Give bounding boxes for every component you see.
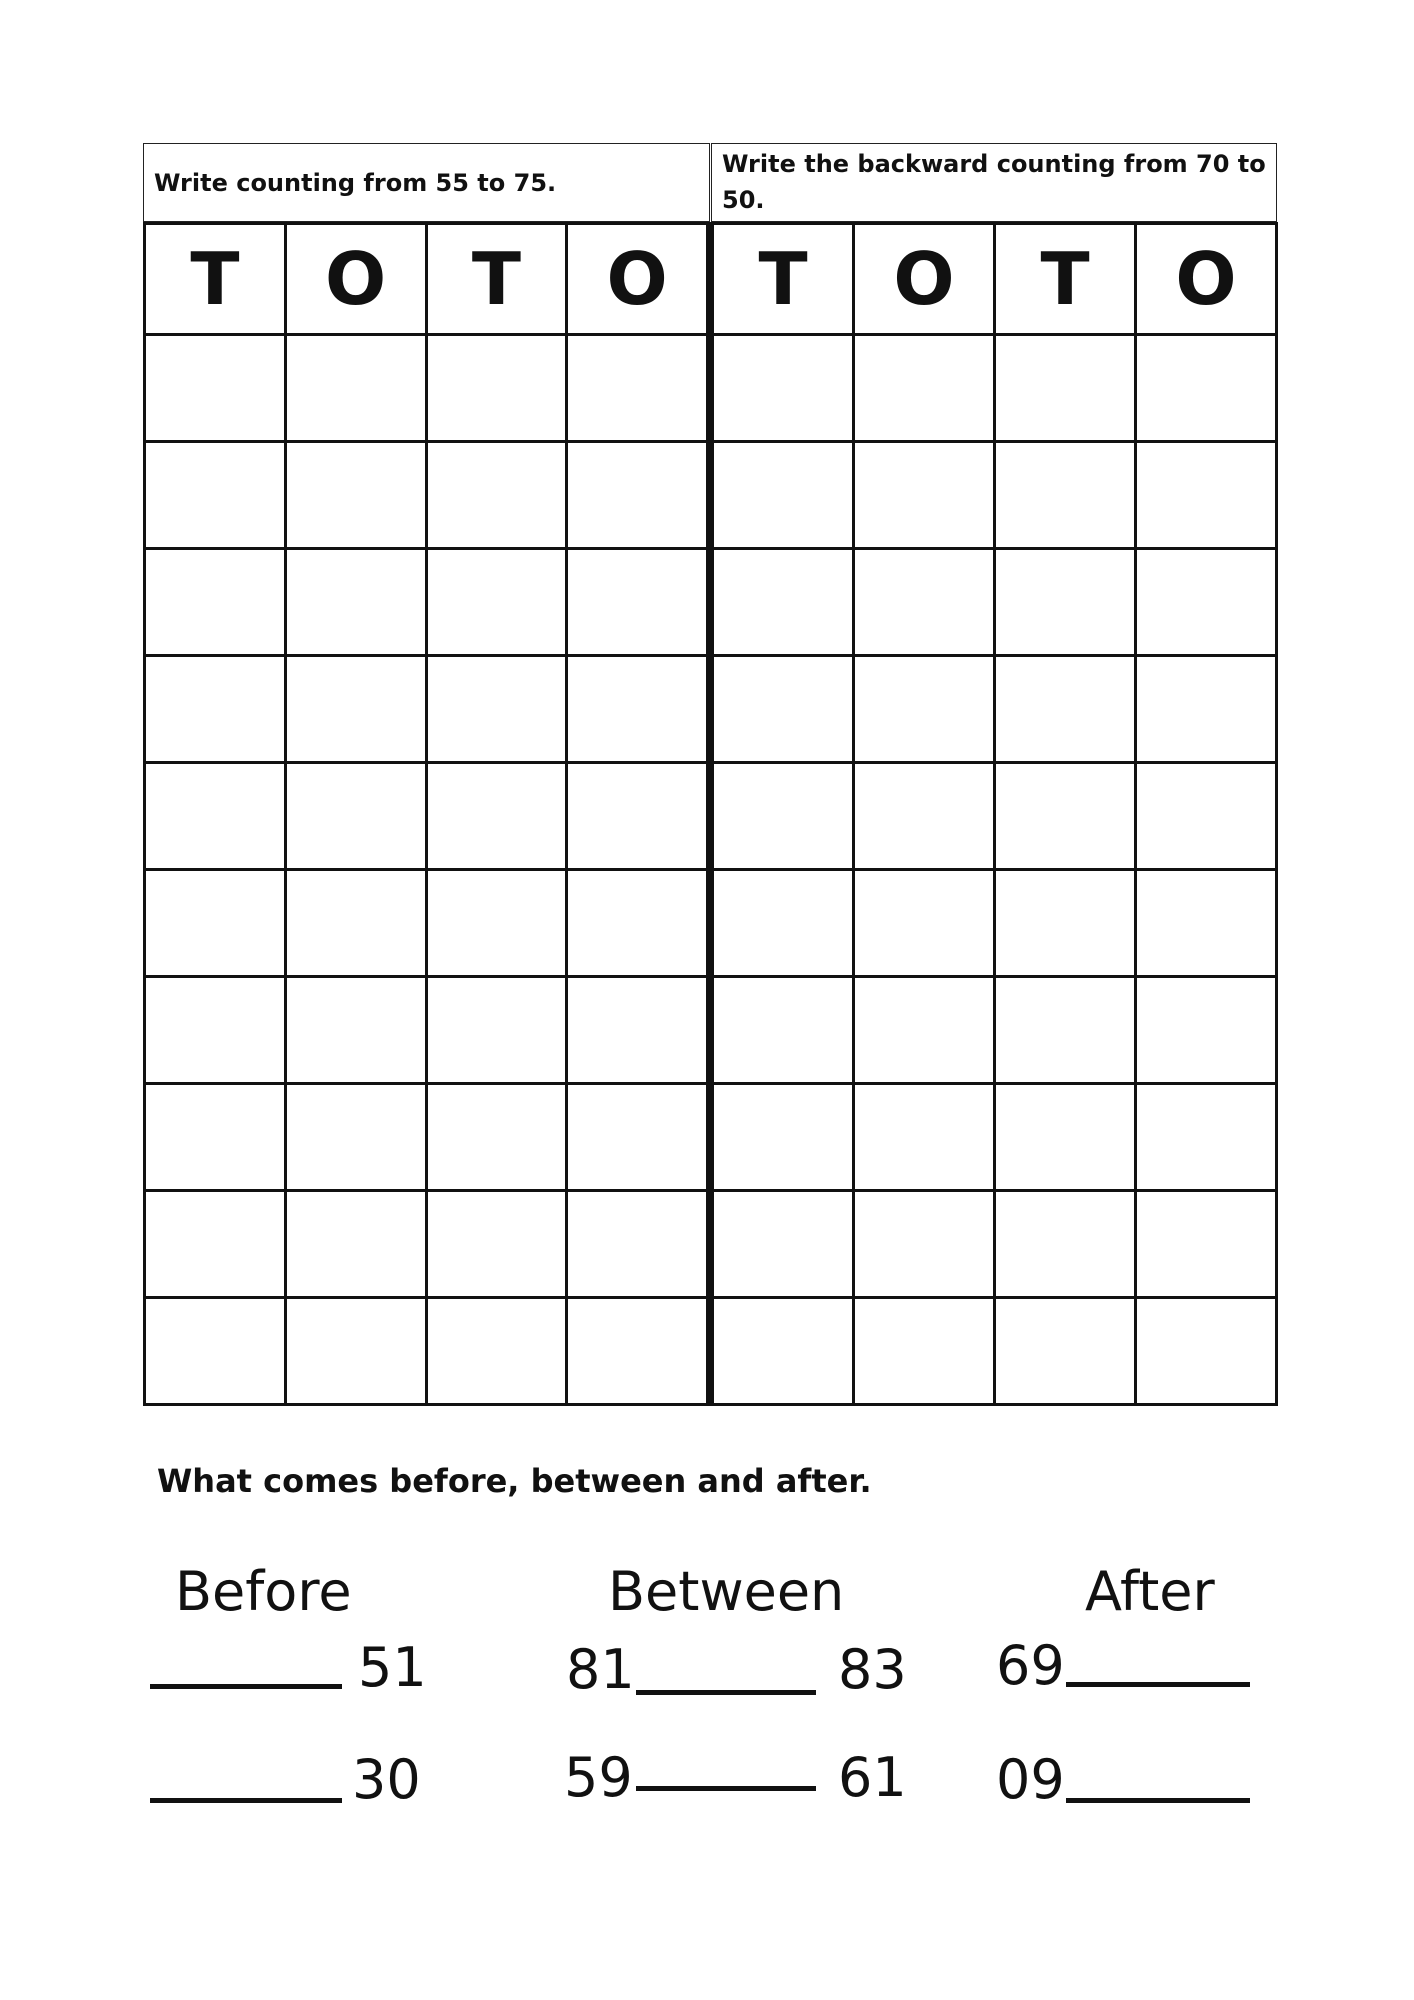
tens-column-header: T bbox=[713, 224, 854, 335]
grid-row bbox=[145, 335, 708, 442]
between-column-label: Between bbox=[608, 1560, 845, 1623]
answer-cell[interactable] bbox=[854, 656, 995, 763]
answer-cell[interactable] bbox=[426, 1191, 567, 1298]
answer-cell[interactable] bbox=[426, 1298, 567, 1405]
answer-cell[interactable] bbox=[426, 763, 567, 870]
grid-row bbox=[145, 763, 708, 870]
answer-cell[interactable] bbox=[145, 870, 286, 977]
before-between-after-heading: What comes before, between and after. bbox=[157, 1462, 872, 1500]
answer-cell[interactable] bbox=[145, 1298, 286, 1405]
grid-row bbox=[713, 870, 1277, 977]
answer-cell[interactable] bbox=[854, 1191, 995, 1298]
answer-cell[interactable] bbox=[567, 549, 708, 656]
answer-cell[interactable] bbox=[854, 763, 995, 870]
grid-row bbox=[145, 656, 708, 763]
grid-row bbox=[145, 1298, 708, 1405]
forward-counting-grid bbox=[143, 222, 709, 1406]
answer-cell[interactable] bbox=[713, 442, 854, 549]
grid-row bbox=[713, 656, 1277, 763]
grid-row bbox=[713, 763, 1277, 870]
grid-row bbox=[713, 1084, 1277, 1191]
answer-cell[interactable] bbox=[145, 549, 286, 656]
answer-cell[interactable] bbox=[854, 442, 995, 549]
grid-row bbox=[145, 442, 708, 549]
between-right-number: 61 bbox=[838, 1746, 907, 1809]
answer-cell[interactable] bbox=[567, 1191, 708, 1298]
answer-cell[interactable] bbox=[426, 442, 567, 549]
answer-cell[interactable] bbox=[995, 763, 1136, 870]
answer-cell[interactable] bbox=[426, 977, 567, 1084]
answer-blank[interactable] bbox=[150, 1798, 342, 1803]
grid-row bbox=[145, 870, 708, 977]
answer-cell[interactable] bbox=[567, 656, 708, 763]
answer-cell[interactable] bbox=[854, 1084, 995, 1191]
answer-cell[interactable] bbox=[995, 656, 1136, 763]
grid-row bbox=[145, 977, 708, 1084]
answer-cell[interactable] bbox=[285, 656, 426, 763]
answer-cell[interactable] bbox=[145, 656, 286, 763]
answer-cell[interactable] bbox=[995, 1298, 1136, 1405]
answer-blank[interactable] bbox=[1066, 1682, 1250, 1687]
answer-blank[interactable] bbox=[1066, 1798, 1250, 1803]
answer-cell[interactable] bbox=[1136, 1298, 1277, 1405]
answer-cell[interactable] bbox=[145, 1084, 286, 1191]
answer-cell[interactable] bbox=[854, 1298, 995, 1405]
answer-cell[interactable] bbox=[713, 870, 854, 977]
answer-cell[interactable] bbox=[995, 870, 1136, 977]
backward-counting-grid bbox=[711, 222, 1278, 1406]
answer-cell[interactable] bbox=[713, 656, 854, 763]
answer-cell[interactable] bbox=[285, 442, 426, 549]
grid-row bbox=[145, 1084, 708, 1191]
answer-cell[interactable] bbox=[285, 1298, 426, 1405]
answer-cell[interactable] bbox=[145, 335, 286, 442]
answer-cell[interactable] bbox=[145, 442, 286, 549]
answer-blank[interactable] bbox=[636, 1690, 816, 1695]
answer-cell[interactable] bbox=[1136, 870, 1277, 977]
answer-cell[interactable] bbox=[567, 1084, 708, 1191]
answer-cell[interactable] bbox=[1136, 1191, 1277, 1298]
answer-cell[interactable] bbox=[567, 763, 708, 870]
after-column-label: After bbox=[1085, 1560, 1215, 1623]
answer-cell[interactable] bbox=[567, 977, 708, 1084]
answer-cell[interactable] bbox=[285, 870, 426, 977]
answer-cell[interactable] bbox=[145, 977, 286, 1084]
between-left-number: 81 bbox=[566, 1638, 635, 1701]
ones-column-header: O bbox=[1136, 224, 1277, 335]
answer-cell[interactable] bbox=[1136, 442, 1277, 549]
forward-counting-instruction: Write counting from 55 to 75. bbox=[143, 143, 710, 222]
answer-cell[interactable] bbox=[995, 1191, 1136, 1298]
answer-cell[interactable] bbox=[1136, 1084, 1277, 1191]
tens-column-header: T bbox=[145, 224, 286, 335]
answer-cell[interactable] bbox=[854, 549, 995, 656]
after-number: 09 bbox=[996, 1748, 1065, 1811]
answer-cell[interactable] bbox=[567, 870, 708, 977]
answer-cell[interactable] bbox=[567, 1298, 708, 1405]
answer-cell[interactable] bbox=[426, 549, 567, 656]
answer-cell[interactable] bbox=[854, 870, 995, 977]
answer-cell[interactable] bbox=[426, 335, 567, 442]
between-left-number: 59 bbox=[564, 1746, 633, 1809]
answer-blank[interactable] bbox=[150, 1684, 342, 1689]
before-number: 51 bbox=[358, 1636, 427, 1699]
answer-cell[interactable] bbox=[713, 977, 854, 1084]
answer-cell[interactable] bbox=[713, 1191, 854, 1298]
answer-cell[interactable] bbox=[426, 870, 567, 977]
between-right-number: 83 bbox=[838, 1638, 907, 1701]
answer-cell[interactable] bbox=[285, 335, 426, 442]
answer-cell[interactable] bbox=[426, 1084, 567, 1191]
ones-column-header: O bbox=[567, 224, 708, 335]
answer-cell[interactable] bbox=[854, 977, 995, 1084]
answer-blank[interactable] bbox=[636, 1786, 816, 1791]
answer-cell[interactable] bbox=[145, 1191, 286, 1298]
answer-cell[interactable] bbox=[995, 442, 1136, 549]
ones-column-header: O bbox=[854, 224, 995, 335]
answer-cell[interactable] bbox=[995, 1084, 1136, 1191]
answer-cell[interactable] bbox=[854, 335, 995, 442]
tens-column-header: T bbox=[995, 224, 1136, 335]
answer-cell[interactable] bbox=[1136, 763, 1277, 870]
before-column-label: Before bbox=[175, 1560, 352, 1623]
grid-row bbox=[145, 1191, 708, 1298]
answer-cell[interactable] bbox=[713, 1298, 854, 1405]
answer-cell[interactable] bbox=[713, 1084, 854, 1191]
grid-row bbox=[713, 977, 1277, 1084]
answer-cell[interactable] bbox=[995, 335, 1136, 442]
backward-counting-instruction: Write the backward counting from 70 to 50. bbox=[711, 143, 1277, 222]
grid-row bbox=[145, 549, 708, 656]
answer-cell[interactable] bbox=[1136, 335, 1277, 442]
answer-cell[interactable] bbox=[995, 977, 1136, 1084]
answer-cell[interactable] bbox=[567, 335, 708, 442]
grid-row bbox=[713, 549, 1277, 656]
tens-column-header: T bbox=[426, 224, 567, 335]
answer-cell[interactable] bbox=[285, 1084, 426, 1191]
grid-row bbox=[713, 335, 1277, 442]
answer-cell[interactable] bbox=[713, 763, 854, 870]
answer-cell[interactable] bbox=[426, 656, 567, 763]
answer-cell[interactable] bbox=[713, 335, 854, 442]
answer-cell[interactable] bbox=[145, 763, 286, 870]
answer-cell[interactable] bbox=[995, 549, 1136, 656]
grid-row bbox=[713, 1191, 1277, 1298]
answer-cell[interactable] bbox=[1136, 656, 1277, 763]
before-number: 30 bbox=[352, 1748, 421, 1811]
answer-cell[interactable] bbox=[1136, 549, 1277, 656]
answer-cell[interactable] bbox=[285, 549, 426, 656]
grid-row bbox=[713, 1298, 1277, 1405]
answer-cell[interactable] bbox=[713, 549, 854, 656]
ones-column-header: O bbox=[285, 224, 426, 335]
after-number: 69 bbox=[996, 1634, 1065, 1697]
answer-cell[interactable] bbox=[285, 977, 426, 1084]
answer-cell[interactable] bbox=[285, 1191, 426, 1298]
answer-cell[interactable] bbox=[285, 763, 426, 870]
grid-row bbox=[713, 442, 1277, 549]
answer-cell[interactable] bbox=[1136, 977, 1277, 1084]
answer-cell[interactable] bbox=[567, 442, 708, 549]
